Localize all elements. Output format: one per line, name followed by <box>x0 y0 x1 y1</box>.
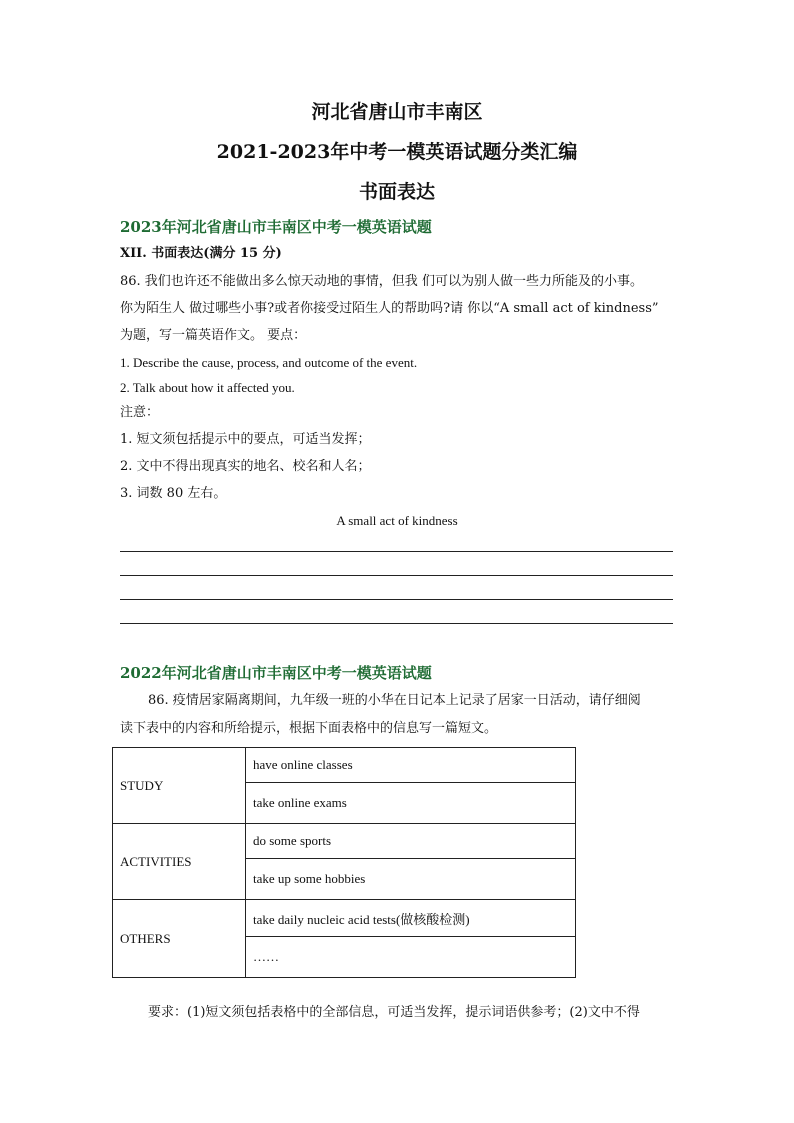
item-cell: take online exams <box>246 783 576 824</box>
category-cell: ACTIVITIES <box>113 824 246 900</box>
point-2: 2. Talk about how it affected you. <box>120 380 295 395</box>
note-2: 2. 文中不得出现真实的地名、校名和人名； <box>120 459 371 474</box>
item-cell: have online classes <box>246 748 576 783</box>
point-1: 1. Describe the cause, process, and outcome of the event. <box>120 355 418 370</box>
category-cell: STUDY <box>113 748 246 824</box>
doc-title-region: 河北省唐山市丰南区 <box>311 101 483 123</box>
table-row <box>113 824 576 859</box>
prompt-line-1: 86. 我们也许还不能做出多么惊天动地的事情，但我 们可以为别人做一些力所能及的小事。 <box>120 274 643 289</box>
doc-title-main: 2021-2023年中考一模英语试题分类汇编 <box>216 141 578 163</box>
writing-line <box>120 623 673 624</box>
writing-line <box>120 575 673 576</box>
prompt-2022-line-1: 86. 疫情居家隔离期间，九年级一班的小华在日记本上记录了居家一日活动，请仔细阅 <box>148 693 641 708</box>
part-label: XII. 书面表达(满分 15 分) <box>120 246 282 261</box>
notes-label: 注意： <box>120 405 160 420</box>
essay-title: A small act of kindness <box>336 513 458 528</box>
item-cell: take up some hobbies <box>246 859 576 900</box>
prompt-line-2: 你为陌生人 做过哪些小事?或者你接受过陌生人的帮助吗?请 你以“A small act of kindness” <box>120 301 659 316</box>
table-row <box>113 900 576 937</box>
writing-line <box>120 551 673 552</box>
note-3: 3. 词数 80 左右。 <box>120 486 227 501</box>
section-2023-heading: 2023年河北省唐山市丰南区中考一模英语试题 <box>120 218 432 236</box>
table-row <box>113 748 576 783</box>
item-cell: take daily nucleic acid tests(做核酸检测) <box>246 900 576 937</box>
prompt-2022-line-2: 读下表中的内容和所给提示，根据下面表格中的信息写一篇短文。 <box>120 721 498 736</box>
item-cell: …… <box>246 937 576 978</box>
category-cell: OTHERS <box>113 900 246 978</box>
item-cell: do some sports <box>246 824 576 859</box>
writing-line <box>120 599 673 600</box>
requirement-line: 要求：(1)短文须包括表格中的全部信息，可适当发挥，提示词语供参考；(2)文中不得 <box>148 1005 640 1020</box>
prompt-line-3: 为题，写一篇英语作文。 要点： <box>120 328 307 343</box>
section-2022-heading: 2022年河北省唐山市丰南区中考一模英语试题 <box>120 664 432 682</box>
note-1: 1. 短文须包括提示中的要点，可适当发挥； <box>120 432 371 447</box>
doc-title-topic: 书面表达 <box>358 181 435 203</box>
info-table <box>112 747 576 978</box>
